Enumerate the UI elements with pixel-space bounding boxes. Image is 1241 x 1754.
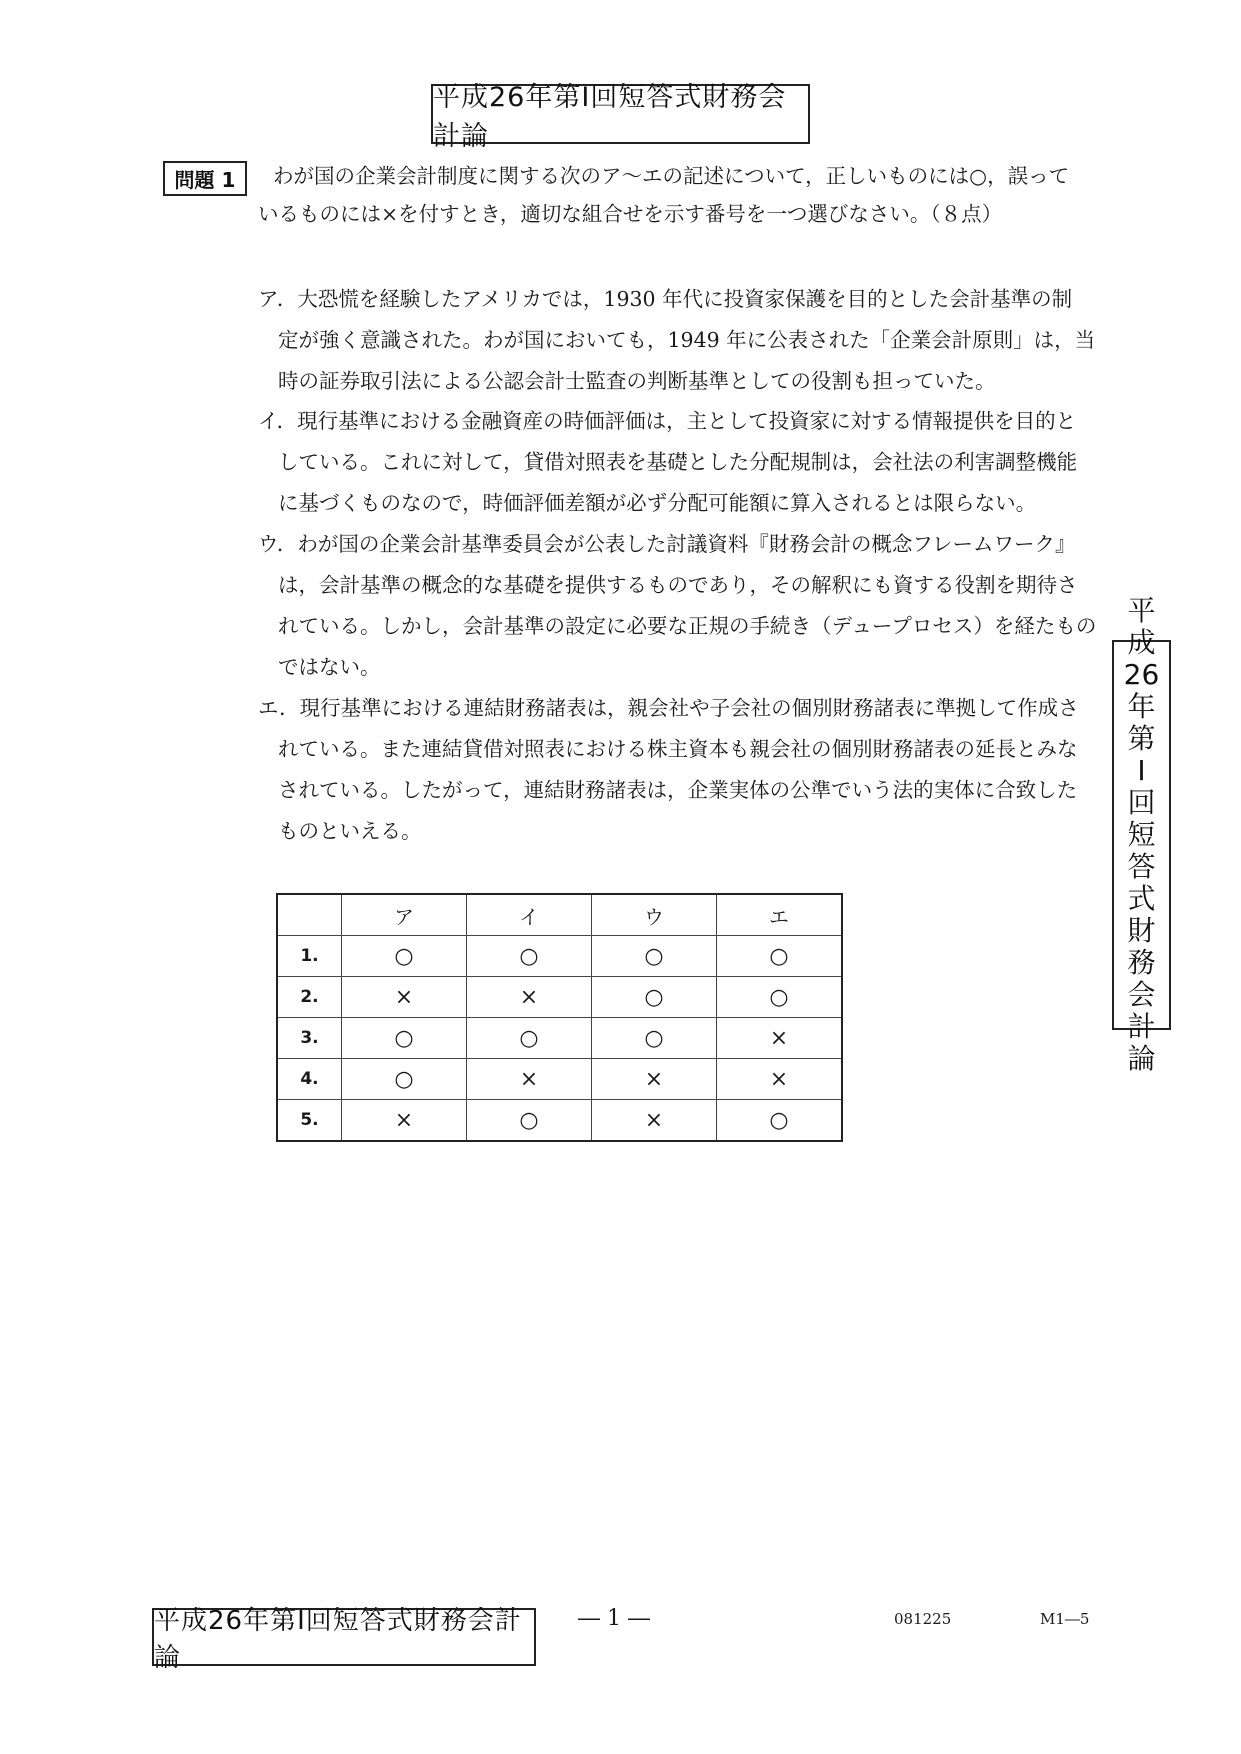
choice-number: 5.	[277, 1100, 342, 1142]
statement-i	[258, 407, 1098, 530]
statement-a	[258, 285, 1098, 408]
statement-line: されている。したがって，連結財務諸表は，企業実体の公準でいう法的実体に合致した	[278, 778, 1078, 802]
statement-line: ものといえる。	[278, 819, 422, 843]
table-cell: ○	[467, 1100, 592, 1142]
table-cell: ×	[717, 1059, 843, 1100]
table-row	[277, 1100, 842, 1142]
statement-line: ではない。	[278, 655, 381, 679]
table-header-cell: エ	[717, 894, 843, 936]
statement-line: ウ．わが国の企業会計基準委員会が公表した討議資料『財務会計の概念フレームワーク』	[258, 532, 1076, 556]
side-index-tab	[1112, 594, 1171, 1075]
table-cell: ×	[467, 1059, 592, 1100]
table-cell: ○	[342, 1018, 467, 1059]
table-row	[277, 936, 842, 977]
side-tab-char: 短	[1127, 818, 1156, 851]
side-tab-char: 第	[1127, 722, 1156, 755]
choice-number: 1.	[277, 936, 342, 977]
table-header-cell	[277, 894, 342, 936]
statement-line: イ．現行基準における金融資産の時価評価は，主として投資家に対する情報提供を目的と	[258, 409, 1077, 433]
table-cell: ○	[342, 1059, 467, 1100]
answer-choices-table	[276, 893, 843, 1142]
table-cell: ○	[592, 1018, 717, 1059]
table-header-row	[277, 894, 842, 936]
statement-line: 時の証券取引法による公認会計士監査の判断基準としての役割も担っていた。	[278, 369, 996, 393]
table-row	[277, 1059, 842, 1100]
choice-number: 2.	[277, 977, 342, 1018]
sheet-code: M1―5	[1040, 1610, 1090, 1628]
table-header-cell: ウ	[592, 894, 717, 936]
side-tab-char: 計	[1127, 1010, 1156, 1043]
table-cell: ○	[717, 977, 843, 1018]
footer-exam-title: 平成26年第Ⅰ回短答式財務会計論	[152, 1608, 536, 1666]
statement-line: に基づくものなので，時価評価差額が必ず分配可能額に算入されるとは限らない。	[278, 491, 1037, 515]
table-cell: ○	[467, 1018, 592, 1059]
side-tab-char: 平	[1127, 594, 1156, 627]
table-cell: ×	[592, 1059, 717, 1100]
table-cell: ×	[342, 977, 467, 1018]
side-tab-char: Ⅰ	[1137, 754, 1146, 787]
table-header-cell: イ	[467, 894, 592, 936]
statement-line: れている。また連結貸借対照表における株主資本も親会社の個別財務諸表の延長とみな	[278, 737, 1078, 761]
side-tab-char: 成	[1127, 626, 1156, 659]
question-intro-line-2: いるものには×を付すとき，適切な組合せを示す番号を一つ選びなさい。（８点）	[258, 202, 1003, 226]
side-tab-char: 年	[1127, 690, 1156, 723]
side-tab-char: 務	[1127, 946, 1156, 979]
table-cell: ○	[717, 1100, 843, 1142]
statement-line: している。これに対して，貸借対照表を基礎とした分配規制は，会社法の利害調整機能	[278, 450, 1078, 474]
question-intro-line-1: わが国の企業会計制度に関する次のア～エの記述について，正しいものには○，誤って	[273, 164, 1070, 188]
side-tab-char: 26	[1123, 658, 1160, 691]
table-cell: ○	[717, 936, 843, 977]
statement-line: ア．大恐慌を経験したアメリカでは，1930 年代に投資家保護を目的とした会計基準の制	[258, 287, 1073, 311]
question-label: 問題 1	[163, 161, 247, 196]
choice-number: 3.	[277, 1018, 342, 1059]
exam-title: 平成26年第Ⅰ回短答式財務会計論	[431, 84, 810, 144]
document-code: 081225	[894, 1610, 952, 1628]
table-cell: ○	[592, 977, 717, 1018]
statement-line: は，会計基準の概念的な基礎を提供するものであり，その解釈にも資する役割を期待さ	[278, 573, 1078, 597]
statement-u	[258, 530, 1098, 694]
page-number: ― 1 ―	[578, 1606, 650, 1631]
side-tab-char: 論	[1127, 1042, 1156, 1075]
statement-line: れている。しかし，会計基準の設定に必要な正規の手続き（デュープロセス）を経たもの	[278, 614, 1097, 638]
side-tab-char: 式	[1127, 882, 1156, 915]
table-row	[277, 1018, 842, 1059]
table-cell: ○	[592, 936, 717, 977]
choice-number: 4.	[277, 1059, 342, 1100]
table-cell: ×	[592, 1100, 717, 1142]
table-cell: ×	[717, 1018, 843, 1059]
table-cell: ×	[467, 977, 592, 1018]
table-row	[277, 977, 842, 1018]
table-cell: ○	[342, 936, 467, 977]
table-cell: ×	[342, 1100, 467, 1142]
table-cell: ○	[467, 936, 592, 977]
side-tab-char: 回	[1127, 786, 1156, 819]
side-tab-char: 答	[1127, 850, 1156, 883]
side-tab-char: 財	[1127, 914, 1156, 947]
statement-line: エ．現行基準における連結財務諸表は，親会社や子会社の個別財務諸表に準拠して作成さ	[258, 696, 1079, 720]
statement-e	[258, 694, 1098, 858]
table-header-cell: ア	[342, 894, 467, 936]
side-tab-char: 会	[1127, 978, 1156, 1011]
statement-line: 定が強く意識された。わが国においても，1949 年に公表された「企業会計原則」は，当	[278, 328, 1096, 352]
